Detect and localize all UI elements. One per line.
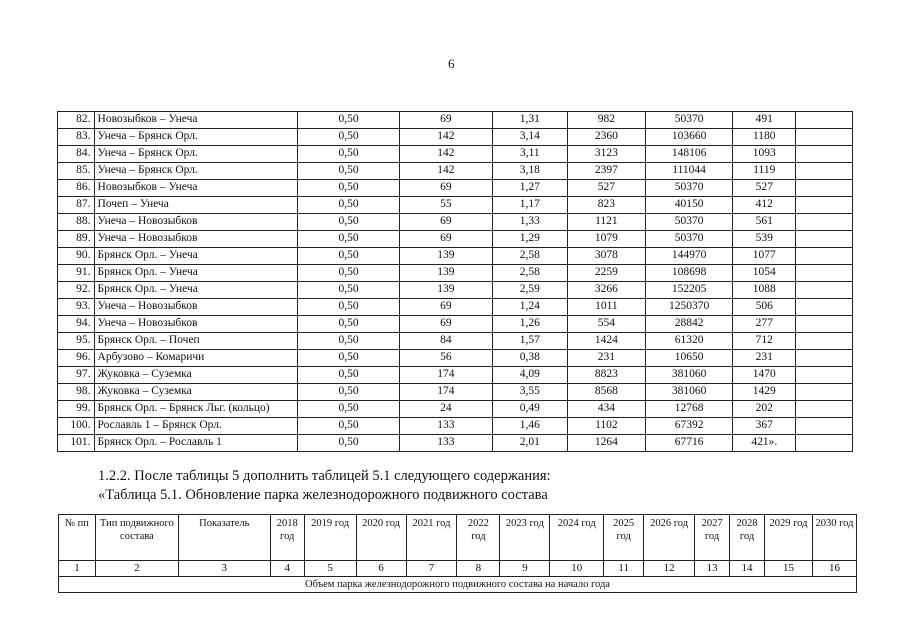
table-cell-name: Брянск Орл. – Унеча	[94, 282, 298, 299]
column-header: 2019 год	[304, 515, 356, 561]
table-row	[58, 112, 853, 129]
column-index: 2	[95, 561, 178, 577]
table-row	[58, 197, 853, 214]
table-cell-c: 8568	[567, 384, 646, 401]
column-index: 5	[304, 561, 356, 577]
table-header-row	[59, 515, 857, 561]
table-cell-a: 174	[399, 367, 492, 384]
table-cell-f	[796, 163, 853, 180]
table-cell-d: 61320	[646, 333, 733, 350]
table-cell-num: 83.	[58, 129, 95, 146]
table-cell-k: 0,50	[298, 435, 399, 452]
table-cell-f	[796, 265, 853, 282]
table-cell-f	[796, 418, 853, 435]
table-cell-b: 3,18	[493, 163, 568, 180]
table-cell-d: 50370	[646, 214, 733, 231]
table-cell-k: 0,50	[298, 316, 399, 333]
table-cell-num: 98.	[58, 384, 95, 401]
table-row	[58, 265, 853, 282]
table-cell-num: 96.	[58, 350, 95, 367]
table-cell-k: 0,50	[298, 129, 399, 146]
table-row	[58, 316, 853, 333]
table-cell-num: 87.	[58, 197, 95, 214]
column-header: 2021 год	[406, 515, 457, 561]
table-cell-e: 1077	[733, 248, 796, 265]
table-row	[58, 129, 853, 146]
table-cell-e: 491	[733, 112, 796, 129]
table-cell-c: 231	[567, 350, 646, 367]
table-cell-num: 89.	[58, 231, 95, 248]
table-cell-k: 0,50	[298, 384, 399, 401]
table-cell-a: 69	[399, 180, 492, 197]
table-cell-a: 139	[399, 282, 492, 299]
table-cell-a: 142	[399, 129, 492, 146]
table-row	[58, 214, 853, 231]
table-cell-a: 55	[399, 197, 492, 214]
table-cell-k: 0,50	[298, 367, 399, 384]
table-cell-e: 1054	[733, 265, 796, 282]
table-cell-num: 92.	[58, 282, 95, 299]
table-cell-f	[796, 180, 853, 197]
table-cell-b: 3,11	[493, 146, 568, 163]
table-cell-k: 0,50	[298, 282, 399, 299]
table-row	[58, 299, 853, 316]
table-cell-b: 1,57	[493, 333, 568, 350]
table-row	[58, 163, 853, 180]
column-header: 2023 год	[500, 515, 550, 561]
table-cell-num: 94.	[58, 316, 95, 333]
table-cell-b: 1,17	[493, 197, 568, 214]
table-cell-k: 0,50	[298, 146, 399, 163]
table-cell-k: 0,50	[298, 197, 399, 214]
table-cell-name: Жуковка – Суземка	[94, 367, 298, 384]
table-cell-name: Почеп – Унеча	[94, 197, 298, 214]
table-cell-k: 0,50	[298, 299, 399, 316]
table-cell-c: 823	[567, 197, 646, 214]
column-header: 2024 год	[550, 515, 604, 561]
table-row	[58, 418, 853, 435]
table-cell-d: 67716	[646, 435, 733, 452]
table-cell-a: 133	[399, 435, 492, 452]
table-cell-a: 69	[399, 214, 492, 231]
table-cell-c: 8823	[567, 367, 646, 384]
table-cell-c: 1011	[567, 299, 646, 316]
table-cell-e: 1470	[733, 367, 796, 384]
table-cell-a: 174	[399, 384, 492, 401]
table-cell-e: 421».	[733, 435, 796, 452]
table-cell-d: 152205	[646, 282, 733, 299]
table-row	[58, 384, 853, 401]
table-cell-a: 24	[399, 401, 492, 418]
table-cell-k: 0,50	[298, 248, 399, 265]
table-row	[58, 350, 853, 367]
table-cell-num: 86.	[58, 180, 95, 197]
table-cell-d: 148106	[646, 146, 733, 163]
table-cell-a: 139	[399, 265, 492, 282]
table-cell-e: 539	[733, 231, 796, 248]
table-cell-c: 2397	[567, 163, 646, 180]
table-cell-b: 2,01	[493, 435, 568, 452]
column-header: Показатель	[178, 515, 270, 561]
table-cell-name: Унеча – Новозыбков	[94, 316, 298, 333]
table-cell-f	[796, 248, 853, 265]
table-cell-d: 50370	[646, 231, 733, 248]
table-cell-num: 85.	[58, 163, 95, 180]
table-cell-f	[796, 333, 853, 350]
table-cell-b: 3,55	[493, 384, 568, 401]
table-cell-f	[796, 367, 853, 384]
table-row	[58, 146, 853, 163]
column-index: 11	[604, 561, 644, 577]
column-index: 13	[695, 561, 730, 577]
table-cell-e: 561	[733, 214, 796, 231]
table-cell-num: 99.	[58, 401, 95, 418]
table-cell-a: 142	[399, 163, 492, 180]
column-header: 2020 год	[356, 515, 406, 561]
table-cell-b: 1,27	[493, 180, 568, 197]
table-cell-a: 133	[399, 418, 492, 435]
table-cell-num: 95.	[58, 333, 95, 350]
table-cell-k: 0,50	[298, 231, 399, 248]
table-cell-f	[796, 401, 853, 418]
page-number: 6	[448, 56, 455, 71]
table-cell-e: 277	[733, 316, 796, 333]
column-index: 10	[550, 561, 604, 577]
table-cell-a: 69	[399, 112, 492, 129]
table-row	[58, 367, 853, 384]
table-cell-b: 1,29	[493, 231, 568, 248]
column-header: 2027 год	[695, 515, 730, 561]
table-cell-num: 88.	[58, 214, 95, 231]
table-cell-name: Новозыбков – Унеча	[94, 180, 298, 197]
table-caption: «Таблица 5.1. Обновление парка железнодорожного подвижного состава	[98, 487, 548, 503]
table-cell-b: 4,09	[493, 367, 568, 384]
table-cell-b: 1,33	[493, 214, 568, 231]
table-cell-f	[796, 350, 853, 367]
table-cell-k: 0,50	[298, 401, 399, 418]
table-cell-num: 100.	[58, 418, 95, 435]
table-cell-name: Брянск Орл. – Унеча	[94, 265, 298, 282]
table-cell-d: 50370	[646, 180, 733, 197]
table-cell-c: 1121	[567, 214, 646, 231]
table-cell-f	[796, 129, 853, 146]
table-row	[58, 282, 853, 299]
table-cell-d: 12768	[646, 401, 733, 418]
column-header: 2018 год	[270, 515, 304, 561]
table-cell-k: 0,50	[298, 265, 399, 282]
table-cell-c: 434	[567, 401, 646, 418]
table-cell-f	[796, 282, 853, 299]
column-index: 4	[270, 561, 304, 577]
table-cell-e: 1119	[733, 163, 796, 180]
table-row	[58, 401, 853, 418]
column-header: 2022 год	[457, 515, 500, 561]
table-cell-name: Унеча – Новозыбков	[94, 214, 298, 231]
routes-table-body	[58, 112, 853, 452]
table-cell-c: 1102	[567, 418, 646, 435]
table-row	[58, 180, 853, 197]
table-cell-d: 50370	[646, 112, 733, 129]
table-cell-a: 69	[399, 316, 492, 333]
table-cell-b: 1,46	[493, 418, 568, 435]
table-cell-f	[796, 299, 853, 316]
section-paragraph: 1.2.2. После таблицы 5 дополнить таблицей 5.1 следующего содержания:	[98, 468, 551, 484]
routes-table	[57, 111, 853, 452]
column-index: 14	[730, 561, 765, 577]
table-cell-e: 1429	[733, 384, 796, 401]
table-cell-num: 97.	[58, 367, 95, 384]
table-cell-b: 0,49	[493, 401, 568, 418]
column-index: 7	[406, 561, 457, 577]
column-header: 2030 год	[812, 515, 856, 561]
table-cell-f	[796, 146, 853, 163]
table-cell-a: 56	[399, 350, 492, 367]
column-index: 15	[765, 561, 813, 577]
table-cell-num: 91.	[58, 265, 95, 282]
table-cell-name: Арбузово – Комаричи	[94, 350, 298, 367]
table-cell-name: Унеча – Брянск Орл.	[94, 163, 298, 180]
table-cell-k: 0,50	[298, 112, 399, 129]
table-section-row: Объем парка железнодорожного подвижного состава на начало года	[59, 577, 857, 593]
table-cell-f	[796, 112, 853, 129]
table-cell-name: Новозыбков – Унеча	[94, 112, 298, 129]
column-header: Тип подвижного состава	[95, 515, 178, 561]
table-cell-name: Унеча – Новозыбков	[94, 299, 298, 316]
table-cell-k: 0,50	[298, 418, 399, 435]
table-cell-name: Унеча – Брянск Орл.	[94, 146, 298, 163]
column-header: № пп	[59, 515, 96, 561]
table-cell-k: 0,50	[298, 350, 399, 367]
table-cell-num: 93.	[58, 299, 95, 316]
table-cell-d: 10650	[646, 350, 733, 367]
table-cell-f	[796, 435, 853, 452]
table-cell-k: 0,50	[298, 214, 399, 231]
table-cell-f	[796, 316, 853, 333]
table-cell-k: 0,50	[298, 333, 399, 350]
column-index: 16	[812, 561, 856, 577]
table-cell-c: 1264	[567, 435, 646, 452]
table-cell-c: 3123	[567, 146, 646, 163]
table-cell-c: 527	[567, 180, 646, 197]
table-cell-d: 40150	[646, 197, 733, 214]
table-cell-num: 82.	[58, 112, 95, 129]
table-cell-c: 3078	[567, 248, 646, 265]
table-cell-e: 231	[733, 350, 796, 367]
table-cell-num: 90.	[58, 248, 95, 265]
table-cell-b: 1,31	[493, 112, 568, 129]
table-cell-b: 2,58	[493, 248, 568, 265]
table-cell-d: 103660	[646, 129, 733, 146]
table-cell-k: 0,50	[298, 180, 399, 197]
table-cell-c: 2360	[567, 129, 646, 146]
table-cell-b: 2,58	[493, 265, 568, 282]
table-cell-name: Брянск Орл. – Унеча	[94, 248, 298, 265]
table-index-row	[59, 561, 857, 577]
table-cell-d: 28842	[646, 316, 733, 333]
table-cell-a: 142	[399, 146, 492, 163]
table-cell-f	[796, 231, 853, 248]
table-cell-name: Брянск Орл. – Рославль 1	[94, 435, 298, 452]
table-cell-num: 84.	[58, 146, 95, 163]
table-cell-e: 202	[733, 401, 796, 418]
table-cell-e: 1093	[733, 146, 796, 163]
column-index: 1	[59, 561, 96, 577]
column-index: 12	[644, 561, 695, 577]
table-cell-b: 0,38	[493, 350, 568, 367]
table-row	[59, 577, 857, 593]
table-cell-name: Брянск Орл. – Почеп	[94, 333, 298, 350]
table-cell-a: 69	[399, 231, 492, 248]
column-header: 2028 год	[730, 515, 765, 561]
table-cell-k: 0,50	[298, 163, 399, 180]
table-cell-name: Брянск Орл. – Брянск Льг. (кольцо)	[94, 401, 298, 418]
table-cell-f	[796, 197, 853, 214]
table-cell-name: Унеча – Брянск Орл.	[94, 129, 298, 146]
table-cell-e: 506	[733, 299, 796, 316]
fleet-table-body	[59, 515, 857, 593]
table-cell-d: 381060	[646, 384, 733, 401]
table-cell-c: 3266	[567, 282, 646, 299]
table-cell-c: 2259	[567, 265, 646, 282]
table-cell-e: 527	[733, 180, 796, 197]
column-index: 9	[500, 561, 550, 577]
column-index: 3	[178, 561, 270, 577]
column-header: 2026 год	[644, 515, 695, 561]
table-row	[58, 435, 853, 452]
table-cell-f	[796, 214, 853, 231]
fleet-table	[58, 514, 857, 593]
table-cell-name: Унеча – Новозыбков	[94, 231, 298, 248]
table-row	[58, 333, 853, 350]
table-cell-a: 69	[399, 299, 492, 316]
table-cell-name: Жуковка – Суземка	[94, 384, 298, 401]
column-index: 8	[457, 561, 500, 577]
table-cell-f	[796, 384, 853, 401]
table-cell-c: 554	[567, 316, 646, 333]
table-cell-e: 1088	[733, 282, 796, 299]
table-cell-c: 1079	[567, 231, 646, 248]
table-cell-d: 1250370	[646, 299, 733, 316]
table-cell-c: 982	[567, 112, 646, 129]
table-cell-b: 1,26	[493, 316, 568, 333]
column-header: 2025 год	[604, 515, 644, 561]
table-row	[58, 231, 853, 248]
table-row	[58, 248, 853, 265]
table-cell-a: 139	[399, 248, 492, 265]
table-cell-d: 108698	[646, 265, 733, 282]
column-index: 6	[356, 561, 406, 577]
table-cell-a: 84	[399, 333, 492, 350]
table-cell-e: 1180	[733, 129, 796, 146]
table-cell-d: 67392	[646, 418, 733, 435]
table-cell-num: 101.	[58, 435, 95, 452]
table-cell-name: Рославль 1 – Брянск Орл.	[94, 418, 298, 435]
table-cell-e: 412	[733, 197, 796, 214]
table-cell-e: 367	[733, 418, 796, 435]
table-cell-c: 1424	[567, 333, 646, 350]
table-cell-d: 144970	[646, 248, 733, 265]
table-cell-b: 3,14	[493, 129, 568, 146]
column-header: 2029 год	[765, 515, 813, 561]
table-cell-b: 2,59	[493, 282, 568, 299]
table-cell-e: 712	[733, 333, 796, 350]
table-cell-b: 1,24	[493, 299, 568, 316]
table-cell-d: 111044	[646, 163, 733, 180]
table-cell-d: 381060	[646, 367, 733, 384]
